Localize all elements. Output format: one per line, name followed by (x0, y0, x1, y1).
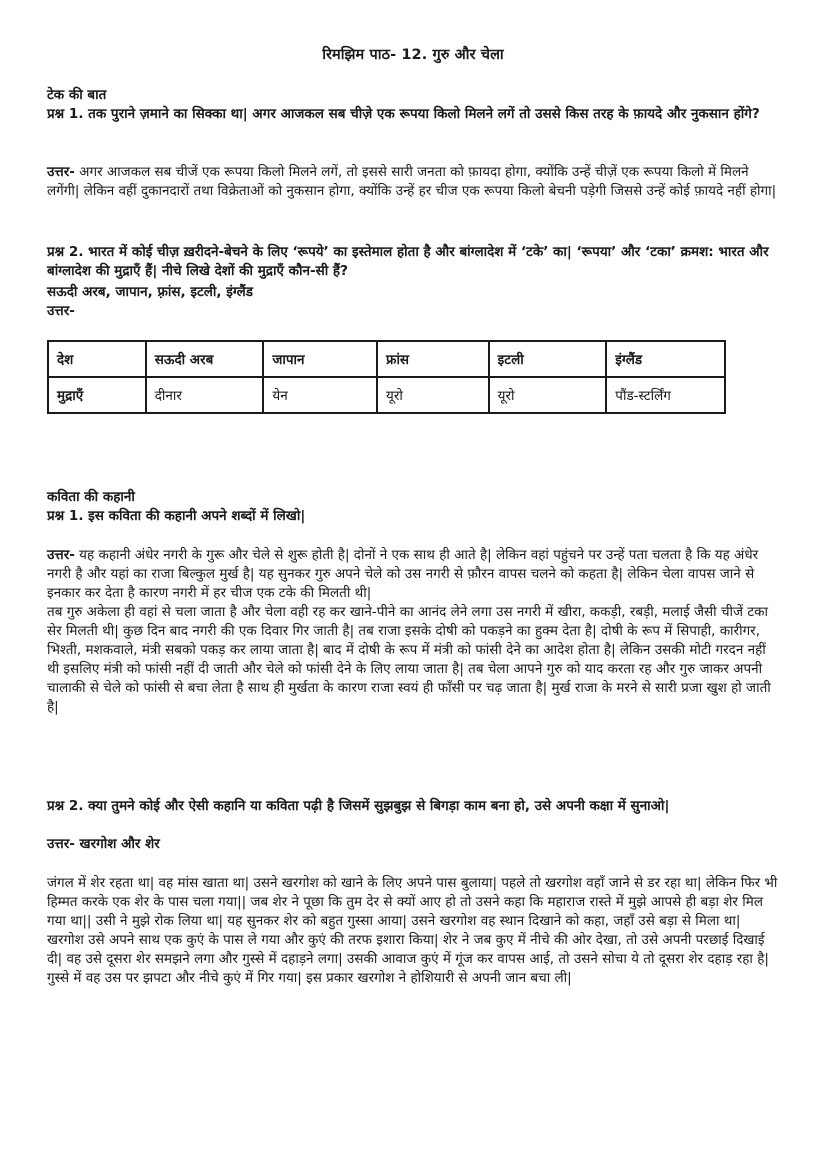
currency-table (47, 340, 726, 414)
table-cell: इटली (489, 341, 607, 377)
table-header-row (48, 341, 725, 377)
question-1: प्रश्न 1. तक पुराने ज़माने का सिक्का था| अगर आजकल सब चीज़े एक रूपया किलो मिलने लगें तो उससे किस तरह के फ़ायदे और नुकसान होंगे? (47, 106, 760, 122)
answer-label: उत्तर- (47, 164, 75, 180)
answer-2-label: उत्तर- (47, 303, 75, 319)
table-cell: येन (263, 377, 377, 413)
question-2-countries: सऊदी अरब, जापान, फ़्रांस, इटली, इंग्लैंड (47, 284, 254, 300)
table-cell: इंग्लैंड (606, 341, 725, 377)
answer-1 (47, 163, 782, 201)
section-heading-kavita: कविता की कहानी (47, 489, 135, 505)
answer-paragraph: तब गुरु अकेला ही वहां से चला जाता है और चेला वही रह कर खाने-पीने का आनंद लेने लगा उस नगरी में खीरा, ककड़ी, रबड़ी, मलाई जैसी चीजें टका सेर मिलती थी| कुछ दिन बाद नगरी की एक दिवार गिर जाती है| तब राजा इसके दोषी को पकड़ने का हुक्म देता है| दोषी के रूप में सिपाही, कारीगर, भिश्ती, मशकवाले, मंत्री सबको पकड़ कर लाया जाता है| बाद में दोषी के रूप में मंत्री को फांसी देने का आदेश होता है| लेकिन उसकी मोटी गरदन नहीं थी इसलिए मंत्री को फांसी नहीं दी जाती और चेले को फांसी देने के लिए लाया जाता है| तब चेला आपने गुरु को याद करता रह और गुरु जाकर अपनी चालाकी से चेले को फांसी से बचा लेता है साथ ही मुर्खता के कारण राजा स्वयं ही फाँसी पर चढ़ जाता है| मुर्ख राजा के मरने से सारी प्रजा खुश हो जाती है| (47, 604, 771, 715)
answer-label: उत्तर- (47, 547, 75, 563)
answer-text: अगर आजकल सब चीजें एक रूपया किलो मिलने लगें, तो इससे सारी जनता को फ़ायदा होगा, क्योंकि उन्हें चीज़ें एक रूपया किलो में मिलने लगेंगी| लेकिन वहीं दुकानदारों तथा विक्रेताओं को नुकसान होगा, क्योंकि उन्हें हर चीज एक रूपया किलो बेचनी पड़ेगी जिससे उन्हें कोई फ़ायदे नहीं होगा| (47, 164, 777, 199)
table-cell: यूरो (377, 377, 489, 413)
answer-1-kavita (47, 546, 782, 717)
story-paragraph: जंगल में शेर रहता था| वह मांस खाता था| उसने खरगोश को खाने के लिए अपने पास बुलाया| पहले तो खरगोश वहाँ जाने से डर रहा था| लेकिन फिर भी हिम्मत करके एक शेर के पास चला गया|| जब शेर ने पूछा कि तुम देर से क्यों आए हो तो उसने कहा कि महाराज रास्ते में मुझे आपसे ही बड़ा शेर मिल गया था|| उसी ने मुझे रोक लिया था| यह सुनकर शेर को बहुत गुस्सा आया| उसने खरगोश वह स्थान दिखाने को कहा, जहाँ उसे बड़ा से मिला था| (47, 875, 778, 929)
question-1-kavita: प्रश्न 1. इस कविता की कहानी अपने शब्दों में लिखो| (47, 508, 306, 524)
table-cell: मुद्राएँ (48, 377, 146, 413)
answer-paragraph: यह कहानी अंधेर नगरी के गुरू और चेले से शुरू होती है| दोनों ने एक साथ ही आते है| लेकिन वहां पहुंचने पर उन्हें पता चलता है कि यह अंधेर नगरी है और यहां का राजा बिल्कुल मुर्ख है| यह सुनकर गुरु अपने चेले को उस नगरी से फ़ौरन वापस चलने को कहता है| लेकिन चेला वापस जाने से इनकार कर देता है कारण नगरी में हर चीज एक टके की मिलती थी| (47, 547, 759, 601)
table-row (48, 377, 725, 413)
table-cell: जापान (263, 341, 377, 377)
page-title: रिमझिम पाठ- 12. गुरु और चेला (322, 47, 504, 63)
question-2: प्रश्न 2. भारत में कोई चीज़ ख़रीदने-बेचने के लिए ‘रूपये’ का इस्तेमाल होता है और बांग्लादेश में ‘टके’ का| ‘रूपया’ और ‘टका’ क्रमश: भारत और बांग्लादेश की मुद्राएँ हैं| नीचे लिखे देशों की मुद्राएँ कौन-सी हैं? (47, 244, 769, 279)
table-cell: फ्रांस (377, 341, 489, 377)
table-cell: सऊदी अरब (146, 341, 264, 377)
story-paragraph: खरगोश उसे अपने साथ एक कुएं के पास ले गया और कुएं की तरफ इशारा किया| शेर ने जब कुए में नीचे की ओर देखा, तो उसे अपनी परछाई दिखाई दी| वह उसे दूसरा शेर समझने लगा और गुस्से में दहाड़ने लगा| उसकी आवाज कुएं में गूंज कर वापस आई, तो उसने सोचा ये तो दूसरा शेर दहाड़ रहा है| गुस्से में वह उस पर झपटा और नीचे कुएं में गिर गया| इस प्रकार खरगोश ने होशियारी से अपनी जान बचा ली| (47, 932, 769, 986)
answer-2-heading: उत्तर- खरगोश और शेर (47, 836, 160, 852)
table-cell: पौंड-स्टर्लिंग (606, 377, 725, 413)
story-text (47, 874, 782, 988)
table-cell: देश (48, 341, 146, 377)
section-heading-tek: टेक की बात (47, 87, 107, 103)
question-2-kavita: प्रश्न 2. क्या तुमने कोई और ऐसी कहानि या कविता पढ़ी है जिसमें सुझबुझ से बिगड़ा काम बना हो, उसे अपनी कक्षा में सुनाओ| (47, 798, 670, 814)
table-cell: यूरो (489, 377, 607, 413)
table-cell: दीनार (146, 377, 264, 413)
